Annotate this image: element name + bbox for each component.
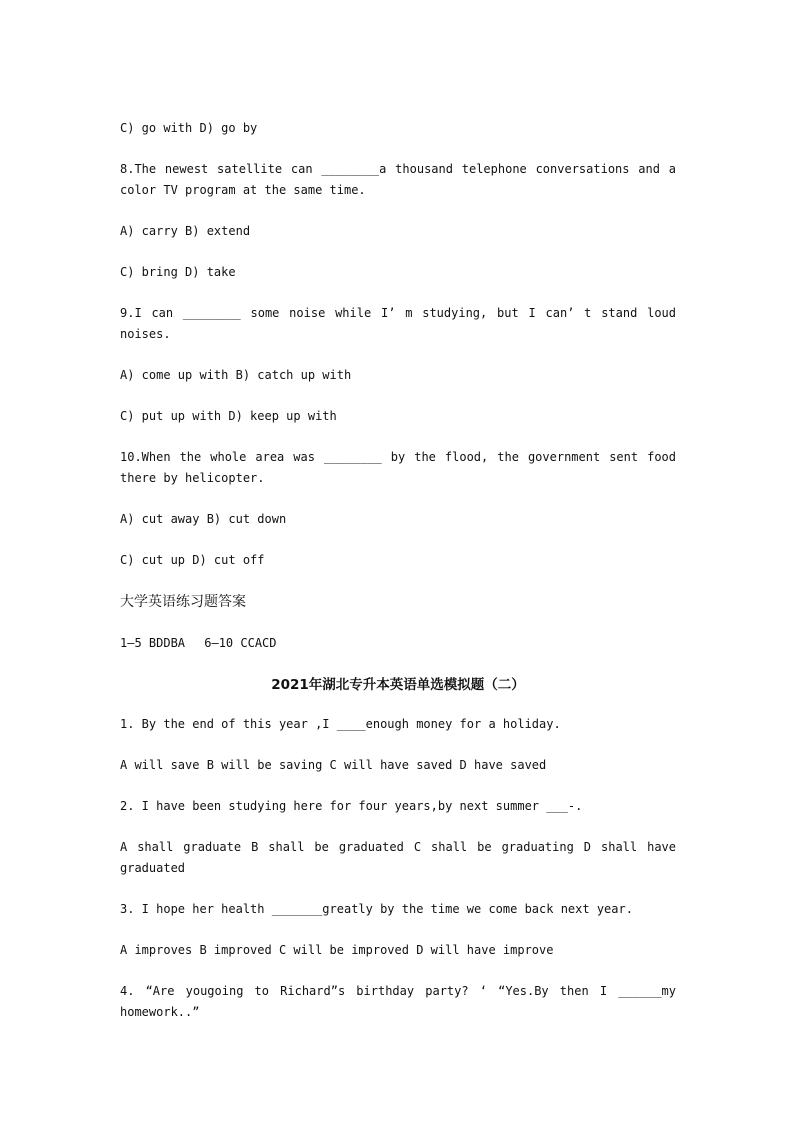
option-line-q9-ab: A) come up with B) catch up with bbox=[120, 368, 352, 382]
question-4: 4. “Are yougoing to Richard”s birthday party? ‘ “Yes.By then I ______my homework..” bbox=[120, 984, 676, 1019]
question-8: 8.The newest satellite can ________a thousand telephone conversations and a color TV program at the same time. bbox=[120, 162, 676, 197]
question-1: 1. By the end of this year ,I ____enough money for a holiday. bbox=[120, 717, 561, 731]
option-line-q10-cd: C) cut up D) cut off bbox=[120, 553, 265, 567]
answers-heading: 大学英语练习题答案 bbox=[120, 594, 246, 610]
document-page bbox=[120, 118, 676, 1043]
option-line-q7-cd: C) go with D) go by bbox=[120, 121, 258, 135]
question-9: 9.I can ________ some noise while I’ m studying, but I can’ t stand loud noises. bbox=[120, 306, 676, 341]
answers-key: 1—5 BDDBA 6—10 CCACD bbox=[120, 636, 277, 650]
option-line-q8-cd: C) bring D) take bbox=[120, 265, 236, 279]
section-title: 2021年湖北专升本英语单选模拟题（二） bbox=[271, 677, 525, 693]
options-q1: A will save B will be saving C will have saved D have saved bbox=[120, 758, 547, 772]
question-10: 10.When the whole area was ________ by the flood, the government sent food there by helicopter. bbox=[120, 450, 676, 485]
option-line-q10-ab: A) cut away B) cut down bbox=[120, 512, 287, 526]
question-3: 3. I hope her health _______greatly by the time we come back next year. bbox=[120, 902, 633, 916]
option-line-q9-cd: C) put up with D) keep up with bbox=[120, 409, 337, 423]
options-q2: A shall graduate B shall be graduated C shall be graduating D shall have graduated bbox=[120, 840, 676, 875]
question-2: 2. I have been studying here for four years,by next summer ___-. bbox=[120, 799, 583, 813]
options-q3: A improves B improved C will be improved D will have improve bbox=[120, 943, 554, 957]
option-line-q8-ab: A) carry B) extend bbox=[120, 224, 251, 238]
